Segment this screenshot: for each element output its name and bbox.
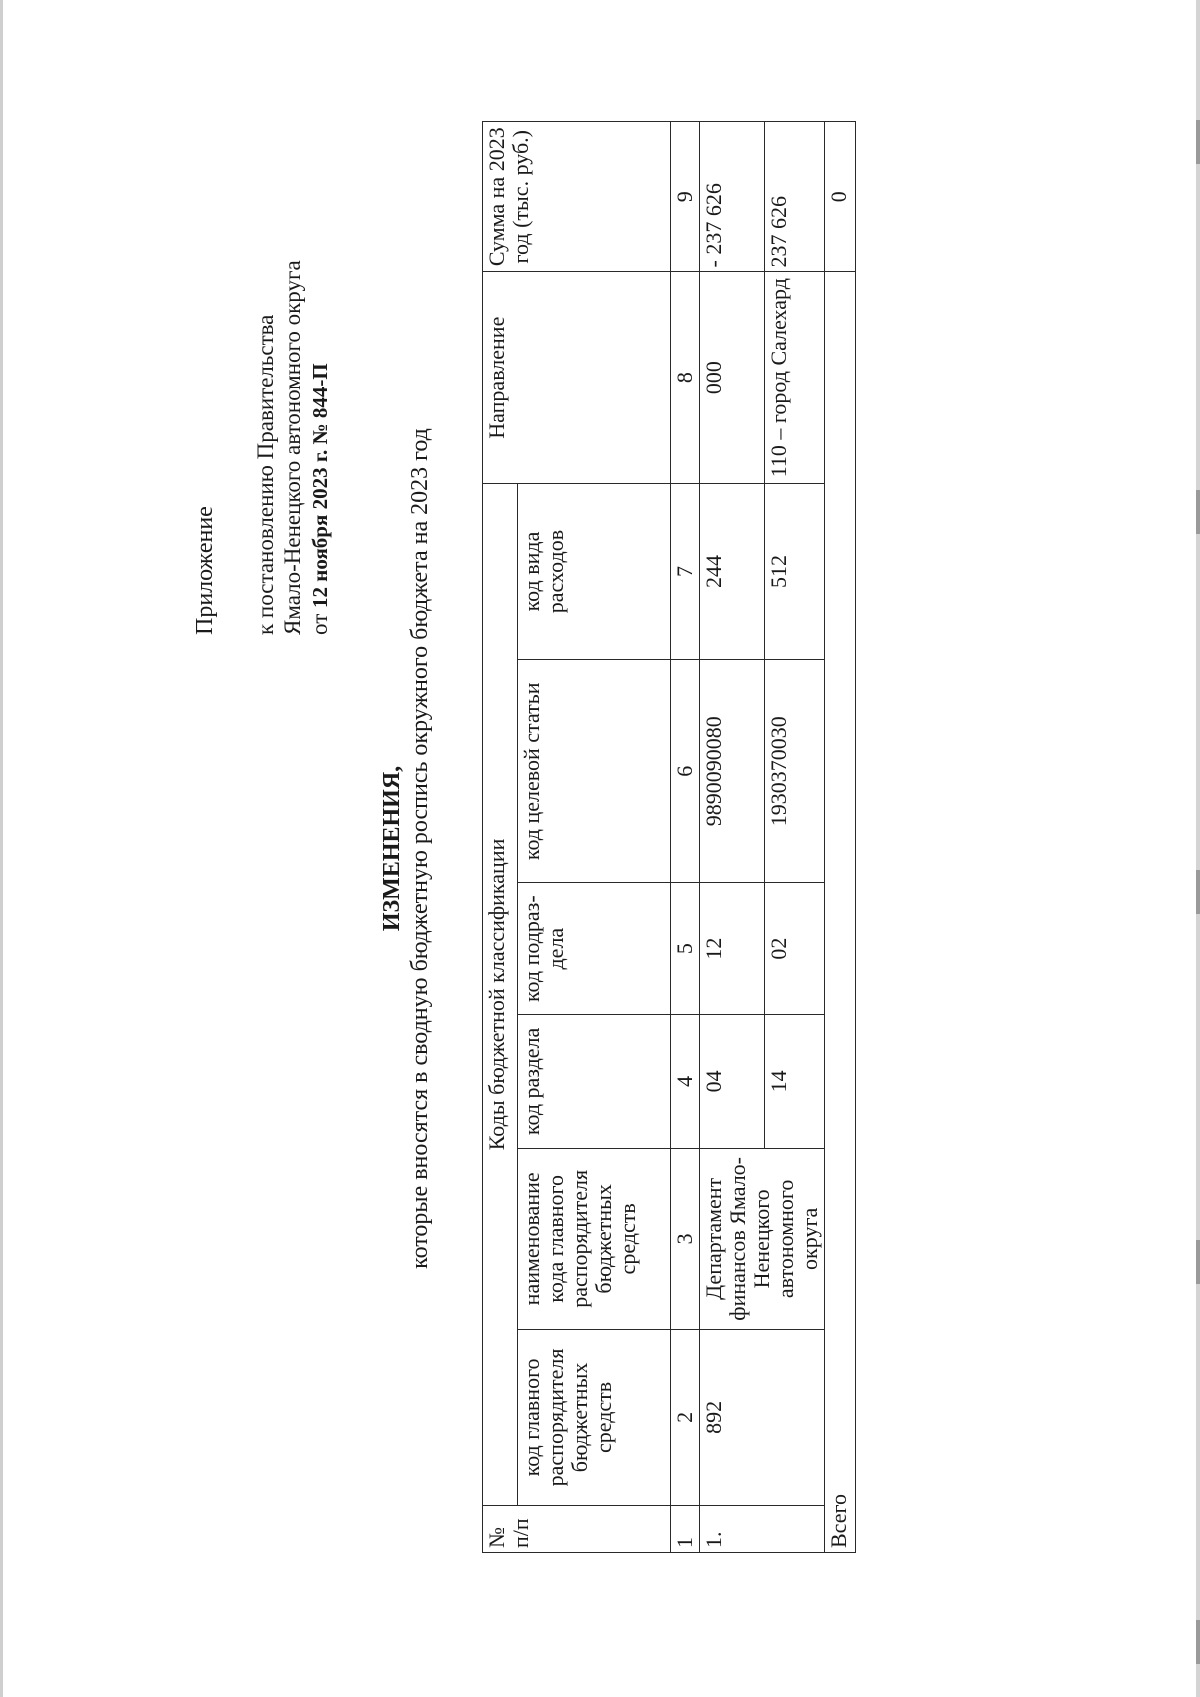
- column-number: 6: [671, 660, 700, 883]
- row-target: 9890090080: [700, 660, 765, 883]
- column-number: 2: [671, 1329, 700, 1505]
- row-direction: 110 – город Салехард: [764, 272, 824, 483]
- column-numbers-row: [671, 122, 700, 1553]
- header-expense-code: код вида расходов: [518, 483, 671, 659]
- row-expense: 512: [764, 483, 824, 659]
- heading-subtitle: которые вносятся в сводную бюджетную роспись окружного бюджета на 2023 год: [407, 428, 433, 1269]
- header-row-1: [483, 122, 518, 1553]
- budget-changes-table: [482, 121, 856, 1553]
- row-direction: 000: [700, 272, 765, 483]
- appendix-title: Приложение: [192, 506, 218, 635]
- appendix-date-prefix: от: [307, 613, 332, 635]
- row-grbs-code: 892: [700, 1329, 825, 1505]
- table-row: [700, 122, 765, 1553]
- total-value: 0: [825, 122, 856, 272]
- column-number: 8: [671, 272, 700, 483]
- appendix-line-2: Ямало-Ненецкого автономного округа: [280, 260, 305, 635]
- column-number: 7: [671, 483, 700, 659]
- header-num: № п/п: [483, 1506, 671, 1553]
- header-grbs-name: наименование кода главного распорядителя бюджетных средств: [518, 1148, 671, 1329]
- header-amount: Сумма на 2023 год (тыс. руб.): [483, 122, 671, 272]
- header-subsection-code: код подраз-дела: [518, 883, 671, 1015]
- header-direction: Направление: [483, 272, 671, 483]
- row-grbs-name: Департамент финансов Ямало-Ненецкого автономного округа: [700, 1148, 825, 1329]
- row-amount: - 237 626: [700, 122, 765, 272]
- row-subsection: 02: [764, 883, 824, 1015]
- column-number: 1: [671, 1506, 700, 1553]
- row-amount: 237 626: [764, 122, 824, 272]
- header-section-code: код раздела: [518, 1014, 671, 1148]
- column-number: 3: [671, 1148, 700, 1329]
- document-heading: [378, 0, 434, 1697]
- appendix-date-value: 12 ноября 2023 г. № 844-П: [308, 363, 332, 608]
- header-target-code: код целевой статьи: [518, 660, 671, 883]
- row-section: 04: [700, 1014, 765, 1148]
- row-target: 1930370030: [764, 660, 824, 883]
- row-num: 1.: [700, 1506, 825, 1553]
- column-number: 5: [671, 883, 700, 1015]
- row-expense: 244: [700, 483, 765, 659]
- heading-main: ИЗМЕНЕНИЯ,: [379, 765, 405, 932]
- column-number: 4: [671, 1014, 700, 1148]
- row-section: 14: [764, 1014, 824, 1148]
- total-label: Всего: [825, 272, 856, 1553]
- row-subsection: 12: [700, 883, 765, 1015]
- appendix-reference: [252, 260, 334, 635]
- appendix-line-1: к постановлению Правительства: [253, 314, 278, 635]
- column-number: 9: [671, 122, 700, 272]
- total-row: [825, 122, 856, 1553]
- appendix-date-line: [306, 260, 334, 635]
- header-codes-group: Коды бюджетной классификации: [483, 483, 518, 1505]
- header-grbs-code: код главного распорядителя бюджетных средств: [518, 1329, 671, 1505]
